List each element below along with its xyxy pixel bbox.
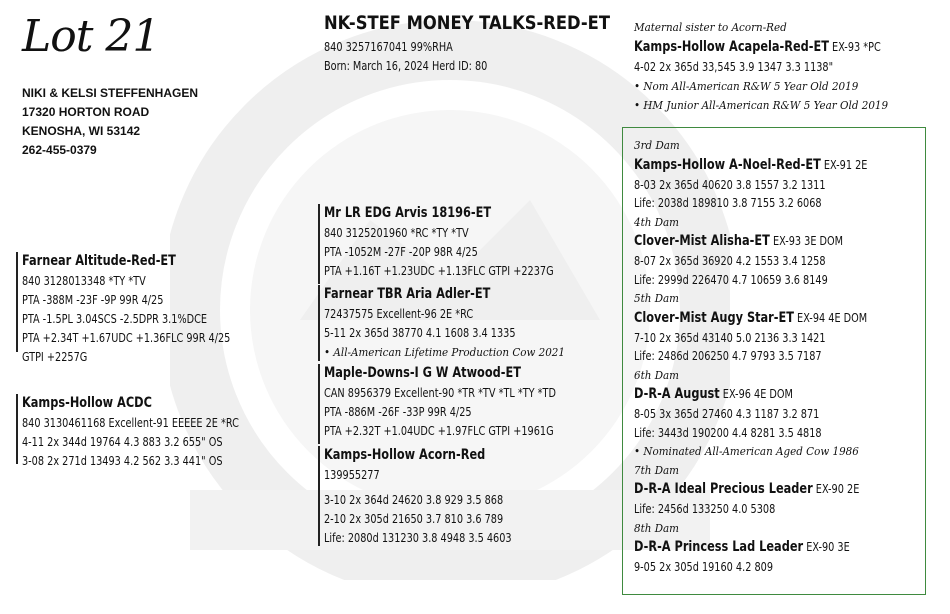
sire-dam-block [22, 393, 239, 471]
sire-block [22, 251, 230, 367]
dam-sire-sire-line: 840 3125201960 *RC *TY *TV [324, 226, 469, 240]
maternal-sister-block [634, 18, 888, 115]
animal-name: NK-STEF MONEY TALKS-RED-ET [324, 12, 610, 34]
dam-generation-record: 8-07 2x 365d 36920 4.2 1553 3.4 1258 [634, 254, 826, 268]
sire-line: PTA -1.5PL 3.04SCS -2.5DPR 3.1%DCE [22, 312, 208, 326]
dam-generation-name: Kamps-Hollow A-Noel-Red-ET [634, 156, 821, 173]
sire-line: GTPI +2257G [22, 350, 88, 364]
dam-generation-label: 8th Dam [634, 520, 679, 535]
dam-generation-record: 8-05 3x 365d 27460 4.3 1187 3.2 871 [634, 407, 820, 421]
dam-generation-name: D-R-A Ideal Precious Leader [634, 481, 813, 497]
maternal-sister-award: • Nom All-American R&W 5 Year Old 2019 [634, 77, 888, 96]
sire-dam-line: 3-08 2x 271d 13493 4.2 562 3.3 441" OS [22, 454, 223, 468]
dam-generation-record: Life: 2999d 226470 4.7 10659 3.6 8149 [634, 272, 828, 287]
dam-sire-bracket [318, 364, 320, 444]
dam-sire-dam-line: 5-11 2x 365d 38770 4.1 1608 3.4 1335 [324, 326, 516, 340]
maternal-sister-classification: EX-93 *PC [832, 40, 881, 54]
dam-sire-block [324, 363, 556, 441]
dam-sire-line: PTA +2.32T +1.04UDC +1.97FLC GTPI +1961G [324, 424, 554, 438]
sire-dam-line: 840 3130461168 Excellent-91 EEEEE 2E *RC [22, 416, 239, 430]
dam-sire-line: PTA -886M -26F -33P 99R 4/25 [324, 405, 472, 419]
dam-generation-record: 8-03 2x 365d 40620 3.8 1557 3.2 1311 [634, 177, 826, 192]
dam-generation-label: 4th Dam [634, 214, 679, 229]
maternal-sister-record: 4-02 2x 365d 33,545 3.9 1347 3.3 1138" [634, 60, 834, 74]
dam-sire-line: CAN 8956379 Excellent-90 *TR *TV *TL *TY *TD [324, 386, 556, 400]
dam-generation-classification: EX-94 4E DOM [797, 310, 868, 325]
sire-dam-bracket [16, 394, 18, 464]
dam-generation-record: 7-10 2x 365d 43140 5.0 2136 3.3 1421 [634, 330, 826, 345]
dam-generation-label: 6th Dam [634, 367, 679, 382]
sire-name: Farnear Altitude-Red-ET [22, 253, 176, 269]
dam-generation-award: • Nominated All-American Aged Cow 1986 [634, 442, 867, 461]
dam-line-list [634, 136, 867, 577]
dam-sire-sire-line: PTA -1052M -27F -20P 98R 4/25 [324, 245, 478, 259]
dam-generation-classification: EX-96 4E DOM [722, 387, 793, 401]
lot-number: Lot 21 [22, 11, 160, 62]
dam-generation-name: Clover-Mist Alisha-ET [634, 233, 770, 249]
owner-name: NIKI & KELSI STEFFENHAGEN [22, 86, 199, 100]
sire-line: PTA -388M -23F -9P 99R 4/25 [22, 293, 164, 307]
dam-bracket [318, 446, 320, 546]
dam-sire-dam-bracket [318, 285, 320, 361]
animal-info [324, 38, 487, 76]
dam-generation-record: Life: 2038d 189810 3.8 7155 3.2 6068 [634, 196, 822, 210]
dam-sire-sire-bracket [318, 204, 320, 284]
dam-sire-dam-block [324, 284, 565, 362]
dam-line: 2-10 2x 305d 21650 3.7 810 3.6 789 [324, 512, 504, 526]
maternal-sister-name: Kamps-Hollow Acapela-Red-ET [634, 39, 829, 55]
dam-sire-sire-name: Mr LR EDG Arvis 18196-ET [324, 205, 492, 221]
animal-birth-herd: Born: March 16, 2024 Herd ID: 80 [324, 59, 488, 73]
dam-generation-name: Clover-Mist Augy Star-ET [634, 309, 794, 326]
dam-generation-name: D-R-A August [634, 386, 720, 402]
dam-sire-dam-line: 72437575 Excellent-96 2E *RC [324, 307, 474, 321]
dam-generation-record: Life: 3443d 190200 4.4 8281 3.5 4818 [634, 425, 822, 440]
dam-sire-dam-name: Farnear TBR Aria Adler-ET [324, 286, 491, 302]
dam-line: Life: 2080d 131230 3.8 4948 3.5 4603 [324, 531, 512, 545]
dam-generation-classification: EX-93 3E DOM [772, 234, 844, 248]
dam-sire-dam-award: • All-American Lifetime Production Cow 2021 [324, 343, 565, 362]
sire-dam-name: Kamps-Hollow ACDC [22, 395, 152, 411]
animal-registration: 840 3257167041 99%RHA [324, 40, 453, 54]
dam-generation-classification: EX-91 2E [823, 157, 868, 172]
sire-line: 840 3128013348 *TY *TV [22, 274, 146, 288]
dam-generation-classification: EX-90 3E [806, 540, 850, 554]
dam-name: Kamps-Hollow Acorn-Red [324, 447, 486, 463]
dam-line: 3-10 2x 364d 24620 3.8 929 3.5 868 [324, 493, 504, 507]
owner-phone: 262-455-0379 [22, 143, 97, 157]
sire-line: PTA +2.34T +1.67UDC +1.36FLC 99R 4/25 [22, 331, 231, 345]
sire-bracket [16, 252, 18, 352]
dam-generation-record: Life: 2456d 133250 4.0 5308 [634, 502, 776, 516]
dam-line: 139955277 [324, 468, 380, 482]
dam-sire-name: Maple-Downs-I G W Atwood-ET [324, 365, 521, 381]
maternal-sister-note: Maternal sister to Acorn-Red [634, 20, 787, 34]
dam-generation-record: Life: 2486d 206250 4.7 9793 3.5 7187 [634, 349, 822, 363]
sire-dam-line: 4-11 2x 344d 19764 4.3 883 3.2 655" OS [22, 435, 223, 449]
dam-sire-sire-line: PTA +1.16T +1.23UDC +1.13FLC GTPI +2237G [324, 264, 554, 278]
owner-street: 17320 HORTON ROAD [22, 105, 150, 119]
dam-generation-classification: EX-90 2E [815, 482, 860, 496]
dam-block [324, 445, 512, 548]
dam-generation-label: 7th Dam [634, 462, 679, 477]
dam-generation-record: 9-05 2x 305d 19160 4.2 809 [634, 560, 774, 574]
maternal-sister-award: • HM Junior All-American R&W 5 Year Old 2019 [634, 96, 888, 115]
dam-generation-label: 5th Dam [634, 291, 679, 305]
owner-info [22, 84, 198, 160]
dam-generation-label: 3rd Dam [634, 138, 680, 152]
dam-generation-name: D-R-A Princess Lad Leader [634, 539, 804, 555]
dam-sire-sire-block [324, 203, 554, 281]
owner-city: KENOSHA, WI 53142 [22, 124, 141, 138]
